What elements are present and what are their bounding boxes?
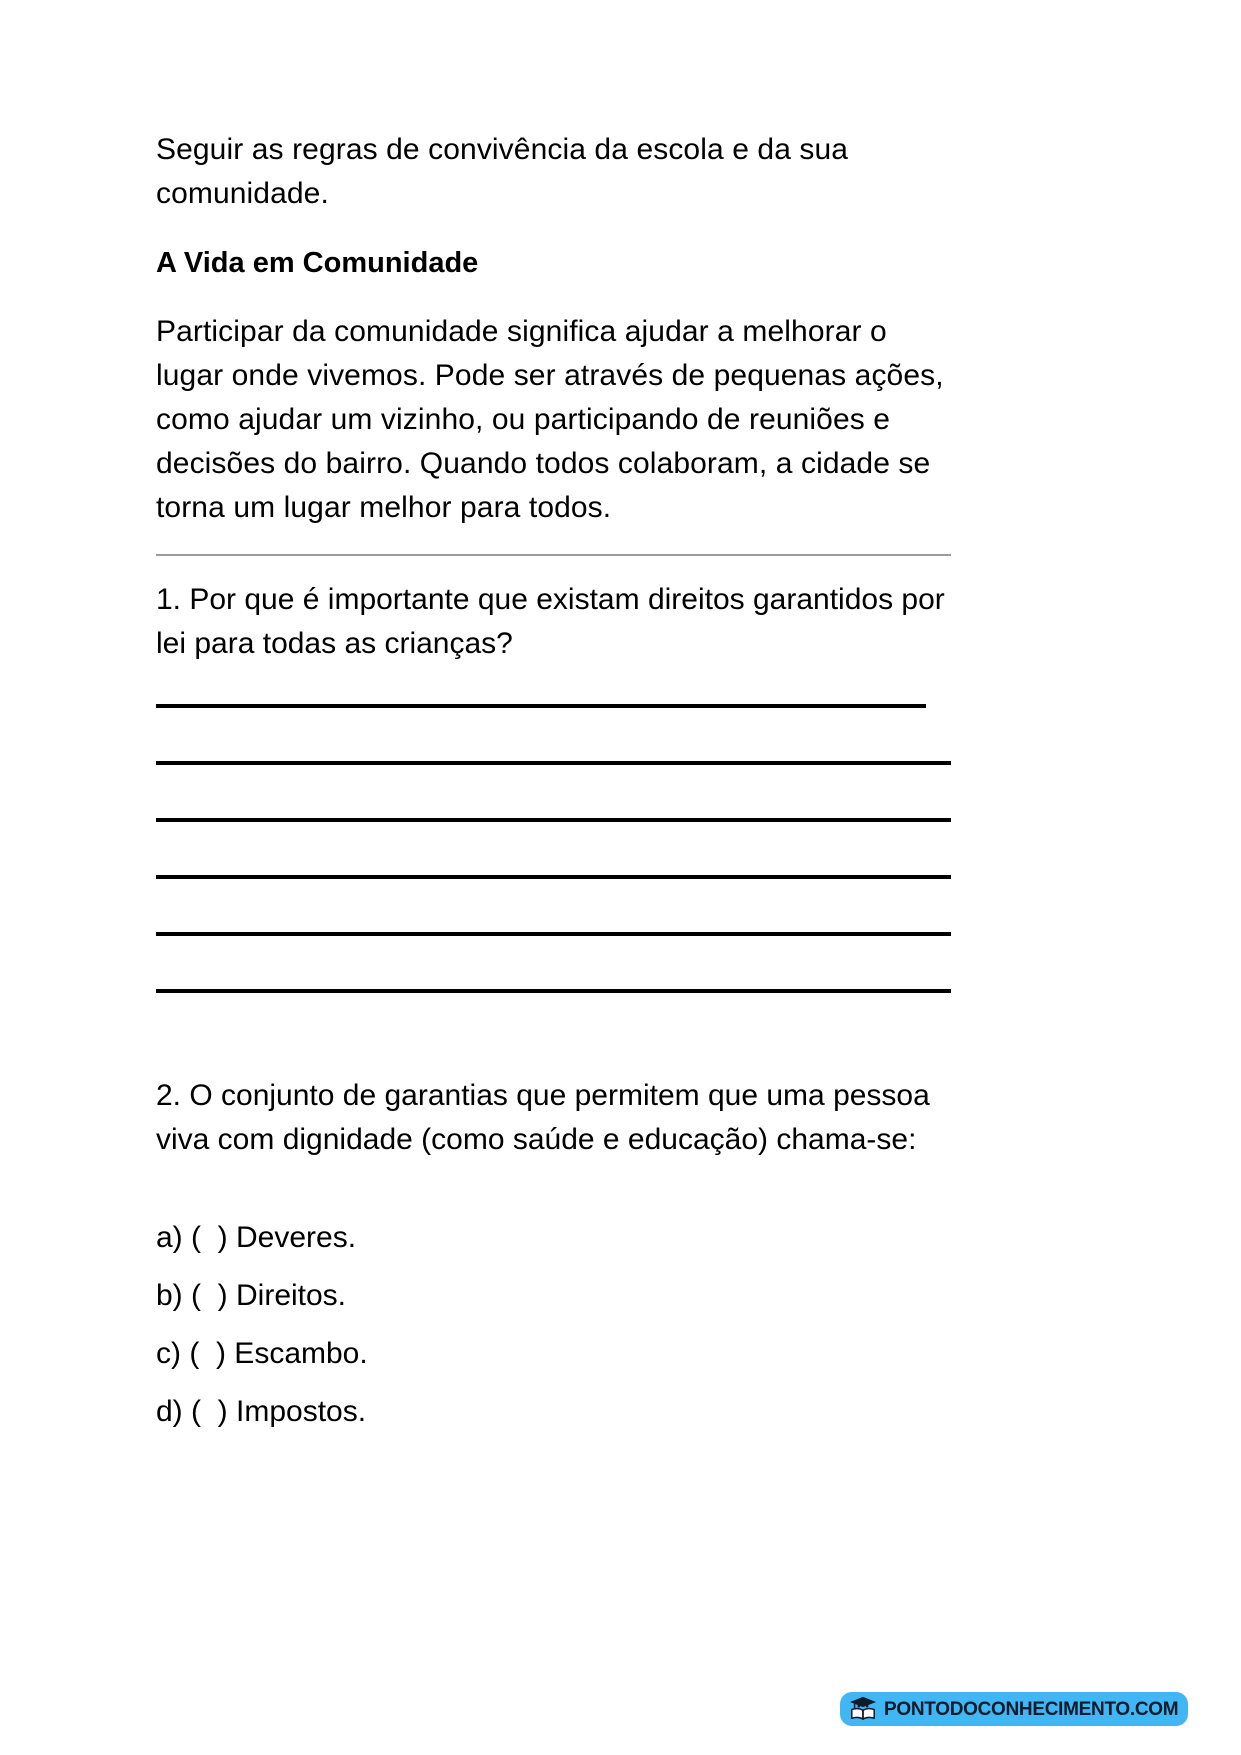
- section-divider: [156, 554, 951, 556]
- option-c[interactable]: c) ( ) Escambo.: [156, 1337, 368, 1370]
- answer-rule: [156, 875, 951, 879]
- answer-rule: [156, 932, 951, 936]
- option-b[interactable]: b) ( ) Direitos.: [156, 1279, 347, 1312]
- document-content: [156, 128, 946, 1448]
- answer-rule: [156, 989, 951, 993]
- answer-line[interactable]: [156, 863, 946, 920]
- section-paragraph: Participar da comunidade significa ajudar a melhorar o lugar onde vivemos. Pode ser através de pequenas ações, como ajudar um vizinho, ou participando de reuniões e decisões do bairro. Quando todos colaboram, a cidade se torna um lugar melhor para todos.: [156, 315, 944, 524]
- answer-line[interactable]: [156, 920, 946, 977]
- question-2-options: [156, 1216, 946, 1434]
- question-1-answer-lines: [156, 692, 946, 1034]
- brand-text: PONTODOCONHECIMENTO.COM: [884, 1698, 1179, 1720]
- question-2-text: 2. O conjunto de garantias que permitem que uma pessoa viva com dignidade (como saúde e educação) chama-se:: [156, 1079, 930, 1156]
- section-heading: A Vida em Comunidade: [156, 247, 479, 279]
- option-a[interactable]: a) ( ) Deveres.: [156, 1221, 357, 1254]
- site-brand-badge[interactable]: [840, 1692, 1188, 1726]
- answer-rule: [156, 818, 951, 822]
- intro-paragraph: Seguir as regras de convivência da escola e da sua comunidade.: [156, 133, 849, 210]
- answer-line[interactable]: [156, 692, 946, 749]
- answer-rule: [156, 761, 951, 765]
- question-2-block: [156, 1074, 946, 1434]
- answer-line[interactable]: [156, 806, 946, 863]
- answer-rule: [156, 704, 926, 708]
- question-1-text: 1. Por que é importante que existam direitos garantidos por lei para todas as crianças?: [156, 583, 945, 660]
- answer-line[interactable]: [156, 749, 946, 806]
- graduation-cap-book-icon: [848, 1695, 878, 1723]
- answer-line[interactable]: [156, 977, 946, 1034]
- option-d[interactable]: d) ( ) Impostos.: [156, 1395, 367, 1428]
